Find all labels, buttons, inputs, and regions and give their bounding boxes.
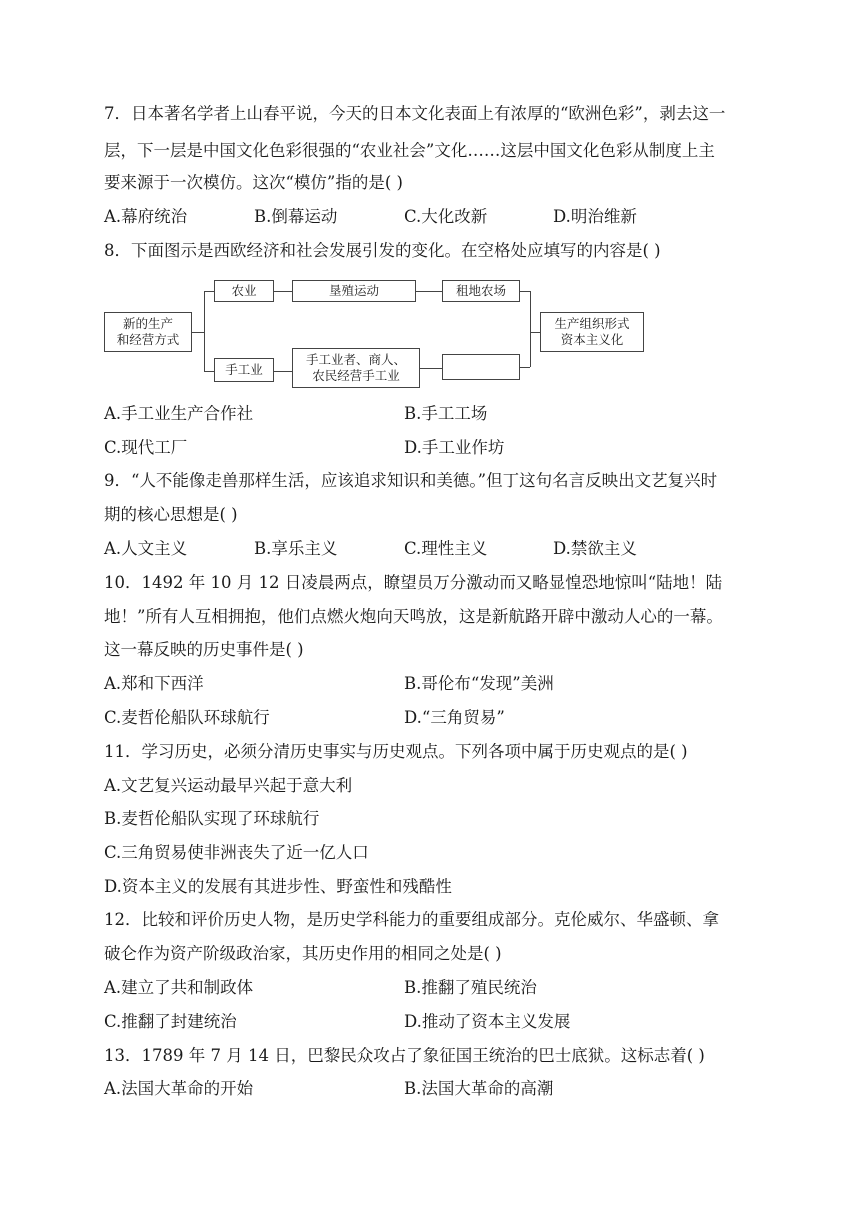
q10-option-b[interactable]: B.哥伦布“发现”美洲	[404, 674, 554, 693]
q13-option-a[interactable]: A.法国大革命的开始	[104, 1079, 254, 1098]
q10-stem-line-1: 10．1492 年 10 月 12 日凌晨两点，瞭望员万分激动而又略显惶恐地惊叫“陆地！陆	[104, 573, 723, 592]
q9-option-c[interactable]: C.理性主义	[404, 539, 488, 558]
q7-stem-line-1: 7．日本著名学者上山春平说，今天的日本文化表面上有浓厚的“欧洲色彩”，剥去这一	[104, 104, 726, 123]
q12-option-c[interactable]: C.推翻了封建统治	[104, 1012, 237, 1031]
q10-stem-line-2: 地！”所有人互相拥抱，他们点燃火炮向天鸣放，这是新航路开辟中激动人心的一幕。	[104, 607, 723, 626]
diagram-connector	[204, 291, 214, 292]
q9-stem-line-2: 期的核心思想是( )	[104, 505, 238, 524]
q11-stem-line-1: 11．学习历史，必须分清历史事实与历史观点。下列各项中属于历史观点的是( )	[104, 742, 688, 761]
diagram-agri-right-box: 租地农场	[442, 280, 520, 302]
q12-stem-line-1: 12．比较和评价历史人物，是历史学科能力的重要组成部分。克伦威尔、华盛顿、拿	[104, 910, 719, 929]
q10-option-d[interactable]: D.“三角贸易”	[404, 708, 505, 727]
diagram-connector	[530, 332, 540, 333]
q13-option-b[interactable]: B.法国大革命的高潮	[404, 1079, 554, 1098]
q12-option-a[interactable]: A.建立了共和制政体	[104, 978, 254, 997]
diagram-connector	[274, 371, 292, 372]
diagram-connector	[520, 291, 530, 292]
diagram-connector	[192, 332, 204, 333]
diagram-connector	[530, 291, 531, 367]
q10-option-a[interactable]: A.郑和下西洋	[104, 674, 204, 693]
q7-option-b[interactable]: B.倒幕运动	[254, 207, 338, 226]
q10-stem-line-3: 这一幕反映的历史事件是( )	[104, 640, 304, 659]
diagram-connector	[520, 367, 530, 368]
diagram-blank-box[interactable]	[442, 354, 520, 380]
q10-option-c[interactable]: C.麦哲伦船队环球航行	[104, 708, 270, 727]
q9-stem-line-1: 9．“人不能像走兽那样生活，应该追求知识和美德。”但丁这句名言反映出文艺复兴时	[104, 471, 718, 490]
diagram-connector	[420, 368, 442, 369]
q7-option-c[interactable]: C.大化改新	[404, 207, 488, 226]
q12-option-d[interactable]: D.推动了资本主义发展	[404, 1012, 571, 1031]
diagram-left-box: 新的生产 和经营方式	[104, 312, 192, 352]
q11-option-d[interactable]: D.资本主义的发展有其进步性、野蛮性和残酷性	[104, 877, 452, 896]
diagram-hand-box: 手工业	[214, 358, 274, 382]
q9-option-d[interactable]: D.禁欲主义	[553, 539, 637, 558]
diagram-agri-box: 农业	[214, 280, 274, 302]
diagram-connector	[204, 371, 214, 372]
diagram-connector	[274, 291, 292, 292]
q8-diagram	[104, 276, 644, 392]
q9-option-a[interactable]: A.人文主义	[104, 539, 188, 558]
q13-stem-line-1: 13．1789 年 7 月 14 日，巴黎民众攻占了象征国王统治的巴士底狱。这标志着( )	[104, 1046, 705, 1065]
q12-stem-line-2: 破仑作为资产阶级政治家，其历史作用的相同之处是( )	[104, 944, 502, 963]
q11-option-a[interactable]: A.文艺复兴运动最早兴起于意大利	[104, 776, 353, 795]
diagram-hand-mid-box: 手工业者、商人、 农民经营手工业	[292, 348, 420, 388]
q9-option-b[interactable]: B.享乐主义	[254, 539, 338, 558]
q7-stem-line-2: 层，下一层是中国文化色彩很强的“农业社会”文化……这层中国文化色彩从制度上主	[104, 141, 715, 160]
q8-stem-line-1: 8．下面图示是西欧经济和社会发展引发的变化。在空格处应填写的内容是( )	[104, 241, 661, 260]
q8-option-a[interactable]: A.手工业生产合作社	[104, 404, 254, 423]
q8-option-d[interactable]: D.手工业作坊	[404, 438, 505, 457]
q8-option-b[interactable]: B.手工工场	[404, 404, 488, 423]
q8-option-c[interactable]: C.现代工厂	[104, 438, 188, 457]
q11-option-b[interactable]: B.麦哲伦船队实现了环球航行	[104, 809, 320, 828]
diagram-connector	[204, 291, 205, 371]
q7-stem-line-3: 要来源于一次模仿。这次“模仿”指的是( )	[104, 173, 403, 192]
q7-option-a[interactable]: A.幕府统治	[104, 207, 188, 226]
diagram-agri-mid-box: 垦殖运动	[292, 280, 416, 302]
q7-option-d[interactable]: D.明治维新	[553, 207, 637, 226]
q12-option-b[interactable]: B.推翻了殖民统治	[404, 978, 537, 997]
q11-option-c[interactable]: C.三角贸易使非洲丧失了近一亿人口	[104, 843, 369, 862]
diagram-connector	[416, 291, 442, 292]
diagram-right-box: 生产组织形式 资本主义化	[540, 312, 644, 352]
